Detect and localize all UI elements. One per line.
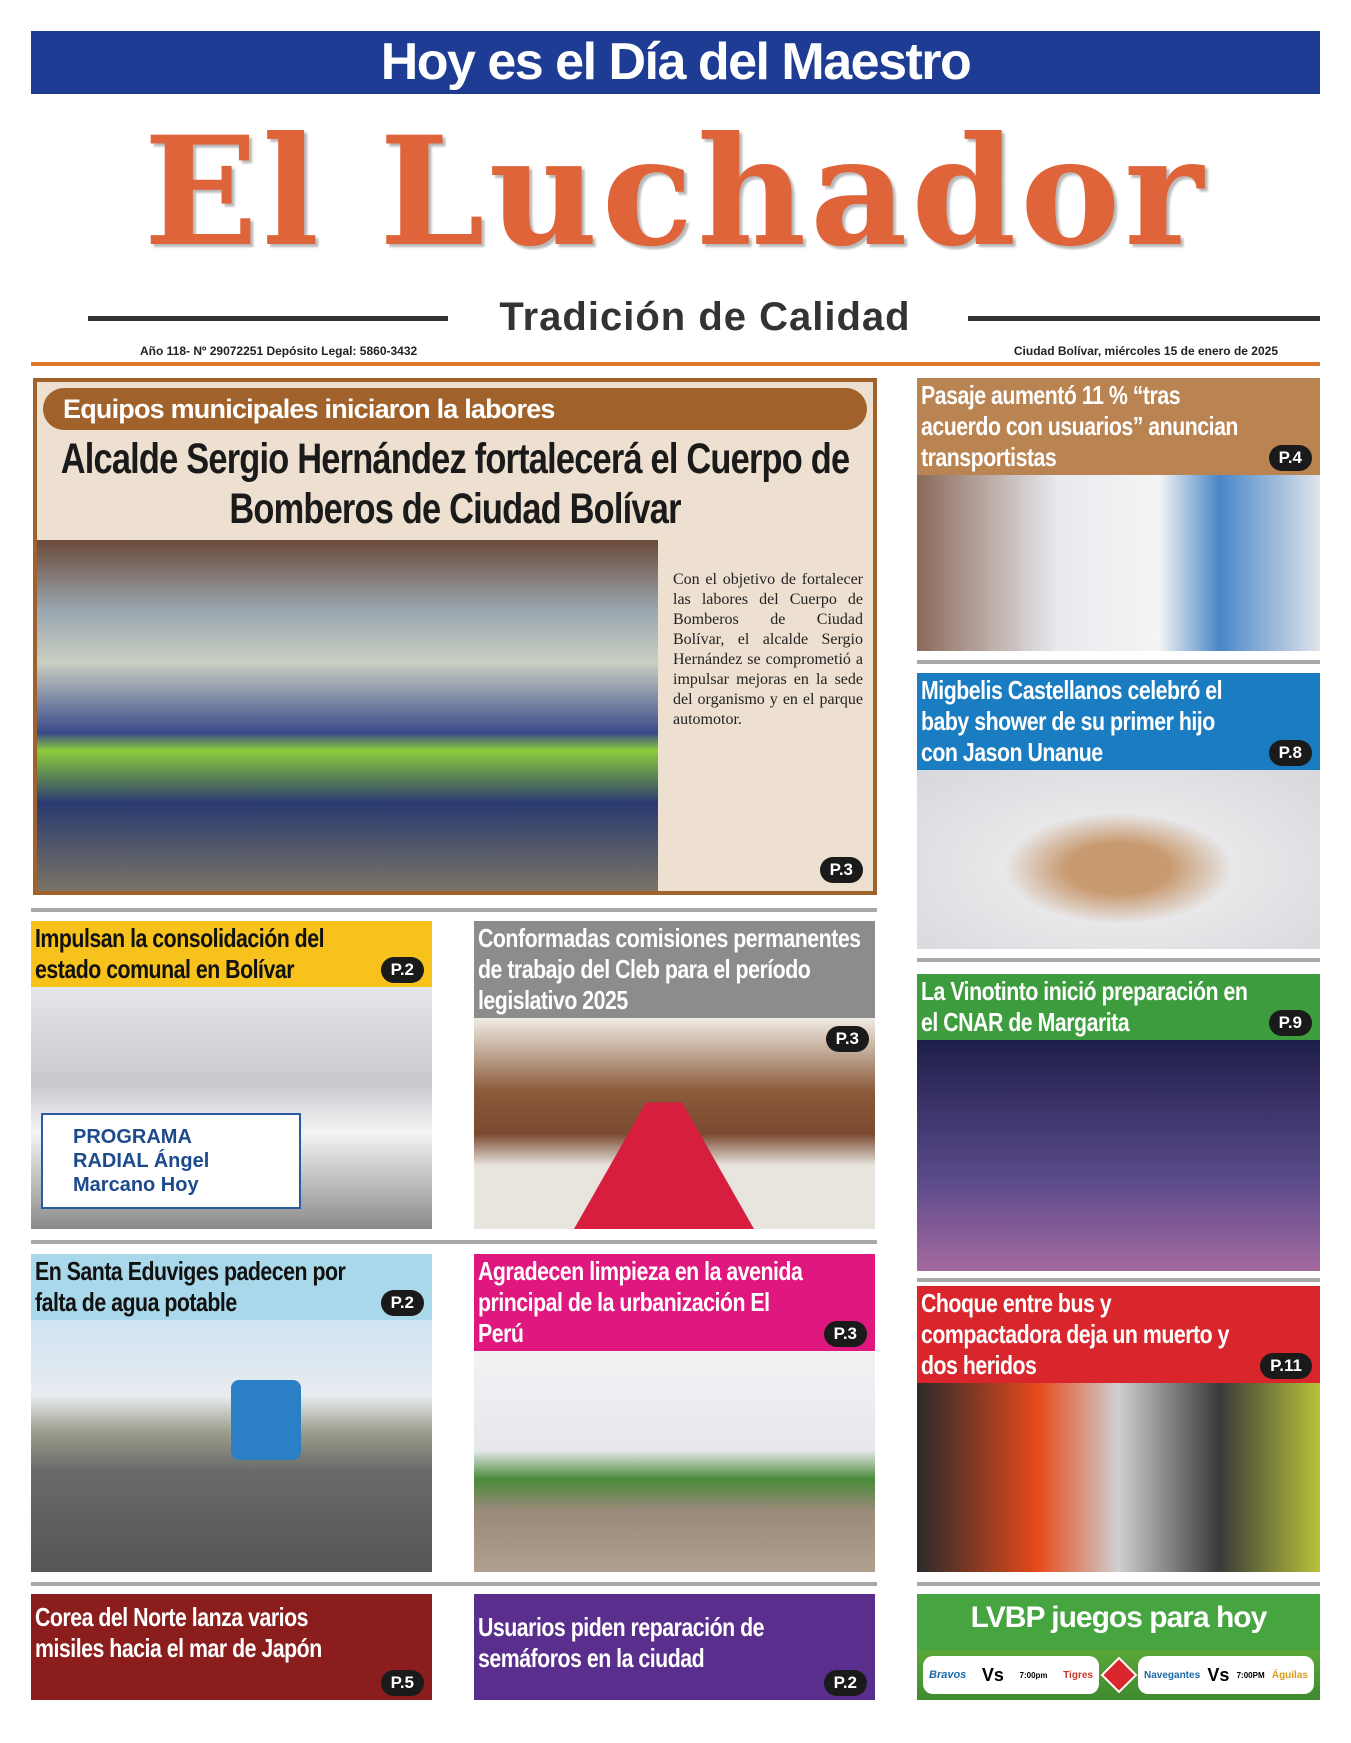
story-header <box>917 378 1320 475</box>
divider <box>31 908 877 912</box>
story-headline[interactable]: Conformadas comisiones permanentes de trabajo del Cleb para el período legislativo 2025 <box>478 923 861 1015</box>
tagline: Tradición de Calidad <box>499 295 911 339</box>
story-header <box>474 1594 875 1700</box>
divider <box>88 316 448 321</box>
page-badge: P.3 <box>824 1321 867 1347</box>
story-pasaje[interactable] <box>917 378 1320 651</box>
main-headline-wrap <box>37 430 873 540</box>
divider <box>917 1278 1320 1282</box>
story-photo <box>917 1383 1320 1572</box>
divider <box>31 362 1320 366</box>
page-badge: P.2 <box>381 1290 424 1316</box>
water-barrel <box>231 1380 301 1460</box>
team-away: Tigres <box>1063 1669 1093 1681</box>
page-badge: P.11 <box>1260 1353 1312 1379</box>
story-header <box>31 1594 432 1700</box>
games-strip <box>923 1656 1314 1694</box>
story-header <box>474 1254 875 1351</box>
divider <box>917 958 1320 962</box>
story-migbelis[interactable] <box>917 673 1320 949</box>
story-impulsan[interactable] <box>31 921 432 1229</box>
story-vinotinto[interactable] <box>917 974 1320 1271</box>
story-header <box>31 1254 432 1320</box>
main-photo <box>37 540 658 891</box>
page-badge: P.5 <box>381 1670 424 1696</box>
photo-sign: PROGRAMA RADIAL Ángel Marcano Hoy <box>41 1113 301 1209</box>
page-badge: P.9 <box>1269 1010 1312 1036</box>
divider <box>917 660 1320 664</box>
story-photo <box>31 1320 432 1572</box>
story-header <box>917 974 1320 1040</box>
page-badge: P.4 <box>1269 445 1312 471</box>
team-home: Navegantes <box>1144 1669 1201 1681</box>
versus: Vs <box>981 1664 1004 1685</box>
divider <box>917 1582 1320 1586</box>
story-headline[interactable]: Agradecen limpieza en la avenida principal de la urbanización El Perú <box>478 1256 803 1348</box>
red-carpet <box>574 1102 754 1229</box>
story-headline[interactable]: En Santa Eduviges padecen por falta de agua potable <box>35 1256 346 1317</box>
el-luchador-emblem <box>1100 1657 1137 1694</box>
story-headline[interactable]: La Vinotinto inició preparación en el CNAR de Margarita <box>921 976 1248 1037</box>
page-badge: P.2 <box>381 957 424 983</box>
page-badge: P.8 <box>1269 740 1312 766</box>
page-badge: P.3 <box>826 1026 869 1052</box>
story-header <box>31 921 432 987</box>
story-header <box>474 921 875 1018</box>
story-headline[interactable]: Choque entre bus y compactadora deja un muerto y dos heridos <box>921 1288 1229 1380</box>
story-photo <box>474 1018 875 1229</box>
game-2 <box>1138 1656 1314 1694</box>
page-badge: P.2 <box>824 1670 867 1696</box>
story-headline[interactable]: Usuarios piden reparación de semáforos en la ciudad <box>478 1612 764 1673</box>
story-photo <box>917 1040 1320 1271</box>
lvbp-title: LVBP juegos para hoy <box>970 1601 1267 1634</box>
divider <box>31 1240 877 1244</box>
main-kicker: Equipos municipales iniciaron la labores <box>43 388 867 430</box>
main-content <box>37 540 873 891</box>
story-photo <box>31 987 432 1229</box>
divider <box>31 1582 877 1586</box>
story-photo <box>474 1351 875 1572</box>
story-header <box>917 673 1320 770</box>
story-choque[interactable] <box>917 1286 1320 1572</box>
story-headline[interactable]: Pasaje aumentó 11 % “tras acuerdo con usuarios” anuncian transportistas <box>921 380 1238 472</box>
story-header <box>917 1286 1320 1383</box>
game-time: 7:00pm <box>1019 1670 1048 1680</box>
story-photo <box>917 770 1320 949</box>
story-agradecen[interactable] <box>474 1254 875 1572</box>
versus: Vs <box>1207 1664 1230 1685</box>
team-home: Bravos <box>929 1669 967 1681</box>
story-headline[interactable]: Impulsan la consolidación del estado comunal en Bolívar <box>35 923 325 984</box>
banner: Hoy es el Día del Maestro <box>31 31 1320 94</box>
main-body: Con el objetivo de fortalecer las labores del Cuerpo de Bomberos de Ciudad Bolívar, el alcalde Sergio Hernández se comprometió a impulsar mejoras en la sede del organismo y en el parque automotor. <box>673 571 863 728</box>
main-story[interactable] <box>33 378 877 895</box>
story-eduviges[interactable] <box>31 1254 432 1572</box>
story-headline[interactable]: Corea del Norte lanza varios misiles hacia el mar de Japón <box>35 1602 322 1663</box>
story-corea[interactable] <box>31 1594 432 1700</box>
lvbp-games[interactable] <box>917 1594 1320 1700</box>
game-time: 7:00PM <box>1236 1670 1265 1680</box>
main-headline[interactable]: Alcalde Sergio Hernández fortalecerá el Cuerpo de Bomberos de Ciudad Bolívar <box>60 435 850 533</box>
date: Ciudad Bolívar, miércoles 15 de enero de 2025 <box>1013 344 1278 358</box>
story-photo <box>917 475 1320 651</box>
team-away: Águilas <box>1271 1669 1308 1681</box>
masthead-logo: El Luchador <box>143 104 1208 280</box>
page-badge: P.3 <box>820 857 863 883</box>
issue-info: Año 118- Nº 29072251 Depósito Legal: 5860-3432 <box>140 344 418 358</box>
story-headline[interactable]: Migbelis Castellanos celebró el baby shower de su primer hijo con Jason Unanue <box>921 675 1223 767</box>
story-usuarios[interactable] <box>474 1594 875 1700</box>
divider <box>968 316 1320 321</box>
story-conformadas[interactable] <box>474 921 875 1229</box>
game-1 <box>923 1656 1099 1694</box>
